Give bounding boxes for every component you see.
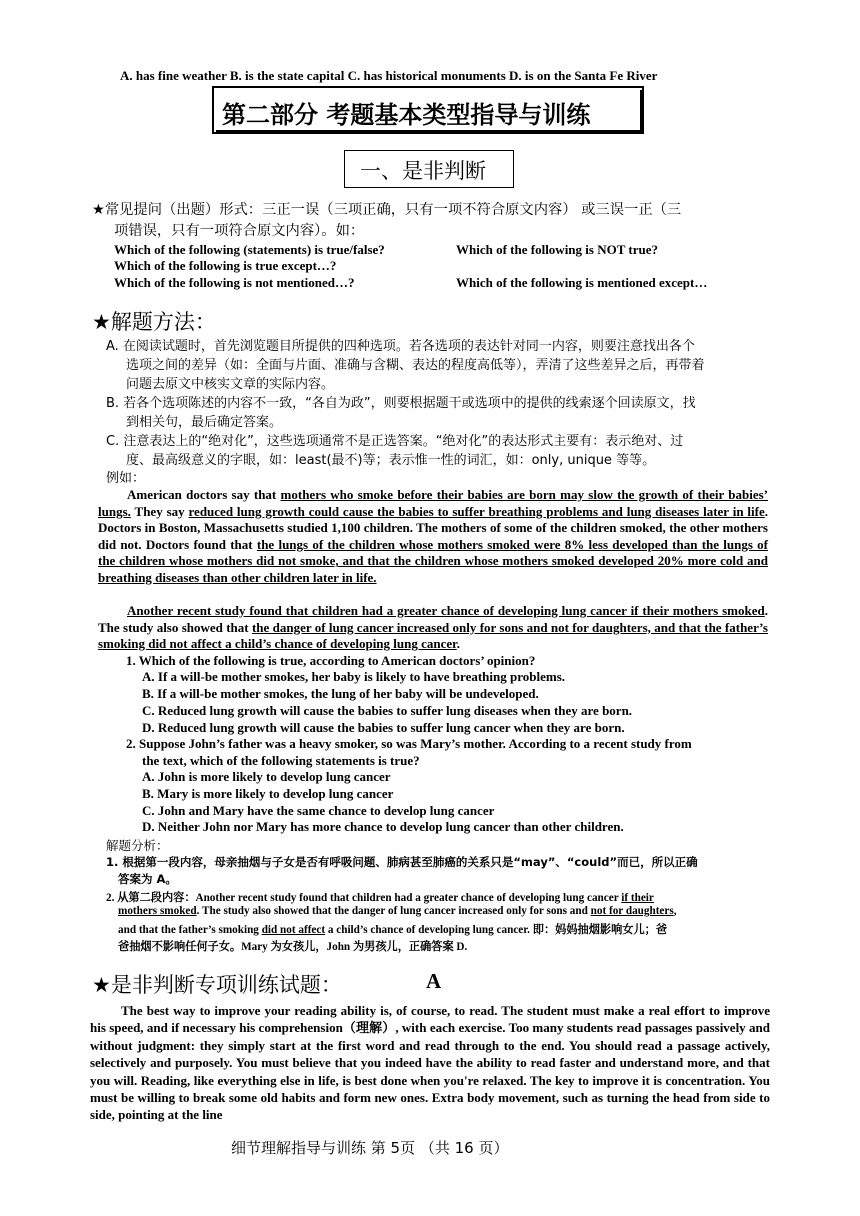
method-heading: ★解题方法：	[92, 310, 216, 334]
common-forms-line1: ★常见提问（出题）形式：三正一误（三项正确，只有一项不符合原文内容） 或三误一正（三	[92, 202, 682, 218]
form-example-1: Which of the following (statements) is true/false?	[114, 242, 385, 257]
analysis-heading: 解题分析：	[106, 838, 169, 853]
question-2-option-a: A. John is more likely to develop lung cancer	[142, 769, 391, 784]
analysis-underline: not for daughters	[590, 905, 674, 917]
analysis-2-line4: 爸抽烟不影响任何子女。Mary 为女孩儿，John 为男孩儿，正确答案 D.	[118, 941, 468, 953]
form-example-2: Which of the following is NOT true?	[456, 242, 658, 257]
method-c-line2: 度、最高级意义的字眼，如：least(最不)等；表示惟一性的词汇，如：only, unique 等等。	[126, 453, 656, 468]
passage-text: They say	[130, 503, 189, 519]
part-title: 第二部分 考题基本类型指导与训练	[222, 101, 591, 129]
analysis-2-line1	[106, 889, 654, 905]
passage-underline: reduced lung growth could cause the babies to suffer breathing problems and lung diseases later in life	[188, 503, 765, 519]
section-title: 一、是非判断	[360, 159, 486, 183]
passage-underline: the danger of lung cancer increased only for sons and not for daughters, and that the father’s smoking did not affect a child’s chance of developing lung cancer	[98, 619, 768, 652]
training-passage: The best way to improve your reading ability is, of course, to read. The student must make a real effort to improve his speed, and if necessary his comprehension（理解）, with each exercise. Too many students read passages passively and without judgment: they simply start at the first word and read through to the end. You should read a passage actively, selectively and purposely. You must believe that you indeed have the ability to read faster and understand more, and that you will. Reading, like everything else in life, is best done when you're relaxed. The key to improve it is concentration. You must be willing to break some old habits and form new ones. Extra body movement, such as turning the head from side to side, pointing at the line	[90, 1003, 770, 1123]
question-1-option-c: C. Reduced lung growth will cause the babies to suffer lung diseases when they are born.	[142, 703, 633, 718]
question-2-line2: the text, which of the following statements is true?	[142, 753, 420, 768]
question-1-option-b: B. If a will-be mother smokes, the lung of her baby will be undeveloped.	[142, 686, 539, 701]
method-a-line3: 问题去原文中核实文章的实际内容。	[126, 377, 335, 392]
passage-text: . The study also showed that	[98, 603, 768, 635]
passage-text: . Doctors in Boston, Massachusetts studied 1,100 children. The mothers of some of the children smoked, the other mothers did not. Doctors found that	[98, 503, 769, 552]
analysis-text: ,	[673, 905, 677, 917]
question-1: 1. Which of the following is true, according to American doctors’ opinion?	[126, 653, 536, 668]
analysis-text: . The study also showed that the danger of lung cancer increased only for sons and	[196, 905, 591, 917]
passage-text: American doctors say that	[127, 487, 281, 502]
analysis-1-line1: 1. 根据第一段内容，母亲抽烟与子女是否有呼吸问题、肺病甚至肺癌的关系只是“may”、“could”而已，所以正确	[106, 855, 698, 869]
method-b-line1: B. 若各个选项陈述的内容不一致，“各自为政”，则要根据题干或选项中的提供的线索逐个回读原文，找	[106, 396, 696, 411]
previous-question-options: A. has fine weather B. is the state capital C. has historical monuments D. is on the Santa Fe River	[120, 68, 658, 83]
passage-underline: mothers who smoke before their babies are born may slow the growth of their babies’ lungs.	[98, 487, 768, 519]
analysis-underline: mothers smoked	[118, 905, 197, 917]
question-1-option-a: A. If a will-be mother smokes, her baby is likely to have breathing problems.	[142, 669, 566, 684]
example-passage-p2	[98, 603, 768, 653]
analysis-underline: if their	[621, 892, 654, 904]
form-example-5: Which of the following is mentioned except…	[456, 275, 708, 290]
method-a-line1: A. 在阅读试题时，首先浏览题目所提供的四种选项。若各选项的表达针对同一内容，则要注意找出各个	[106, 339, 695, 354]
question-1-option-d: D. Reduced lung growth will cause the babies to suffer lung cancer when they are born.	[142, 720, 625, 735]
analysis-2-line3	[118, 921, 667, 937]
form-example-4: Which of the following is not mentioned…?	[114, 275, 355, 290]
common-forms-line2: 项错误，只有一项符合原文内容）。如：	[114, 223, 365, 239]
passage-underline: Another recent study found that children had a greater chance of developing lung cancer if their mothers smoked	[127, 603, 765, 618]
page-footer: 细节理解指导与训练 第 5页 （共 16 页）	[231, 1139, 509, 1157]
analysis-1-line2: 答案为 A。	[118, 872, 177, 886]
analysis-text: and that the father’s smoking	[118, 924, 262, 936]
example-label: 例如：	[106, 471, 146, 486]
method-b-line2: 到相关句，最后确定答案。	[126, 415, 283, 430]
training-passage-letter: A	[426, 969, 442, 993]
passage-text: .	[456, 636, 460, 652]
passage-underline: the lungs of the children whose mothers smoked were 8% less developed than the lungs of the children whose mothers did not smoke, and that the children whose mothers smoked developed 20% more cold and breathing diseases than other children later in life.	[98, 536, 768, 585]
question-2-option-c: C. John and Mary have the same chance to develop lung cancer	[142, 803, 495, 818]
analysis-text: 2. 从第二段内容：Another recent study found that children had a greater chance of developing lung cancer	[106, 892, 622, 904]
method-c-line1: C. 注意表达上的“绝对化”，这些选项通常不是正选答案。“绝对化”的表达形式主要有：表示绝对、过	[106, 434, 684, 449]
analysis-2-line2	[118, 905, 677, 917]
analysis-text: a child’s chance of developing lung cancer. 即：妈妈抽烟影响女儿；爸	[325, 924, 668, 936]
analysis-underline: did not affect	[261, 924, 326, 936]
form-example-3: Which of the following is true except…?	[114, 258, 337, 273]
question-2-option-b: B. Mary is more likely to develop lung cancer	[142, 786, 394, 801]
question-2-option-d: D. Neither John nor Mary has more chance to develop lung cancer than other children.	[142, 819, 624, 834]
question-2-line1: 2. Suppose John’s father was a heavy smoker, so was Mary’s mother. According to a recent study from	[126, 736, 692, 751]
example-passage-p1	[98, 487, 768, 587]
training-heading: ★是非判断专项训练试题：	[92, 973, 342, 997]
method-a-line2: 选项之间的差异（如：全面与片面、准确与含糊、表达的程度高低等），弄清了这些差异之后，再带着	[126, 358, 705, 373]
